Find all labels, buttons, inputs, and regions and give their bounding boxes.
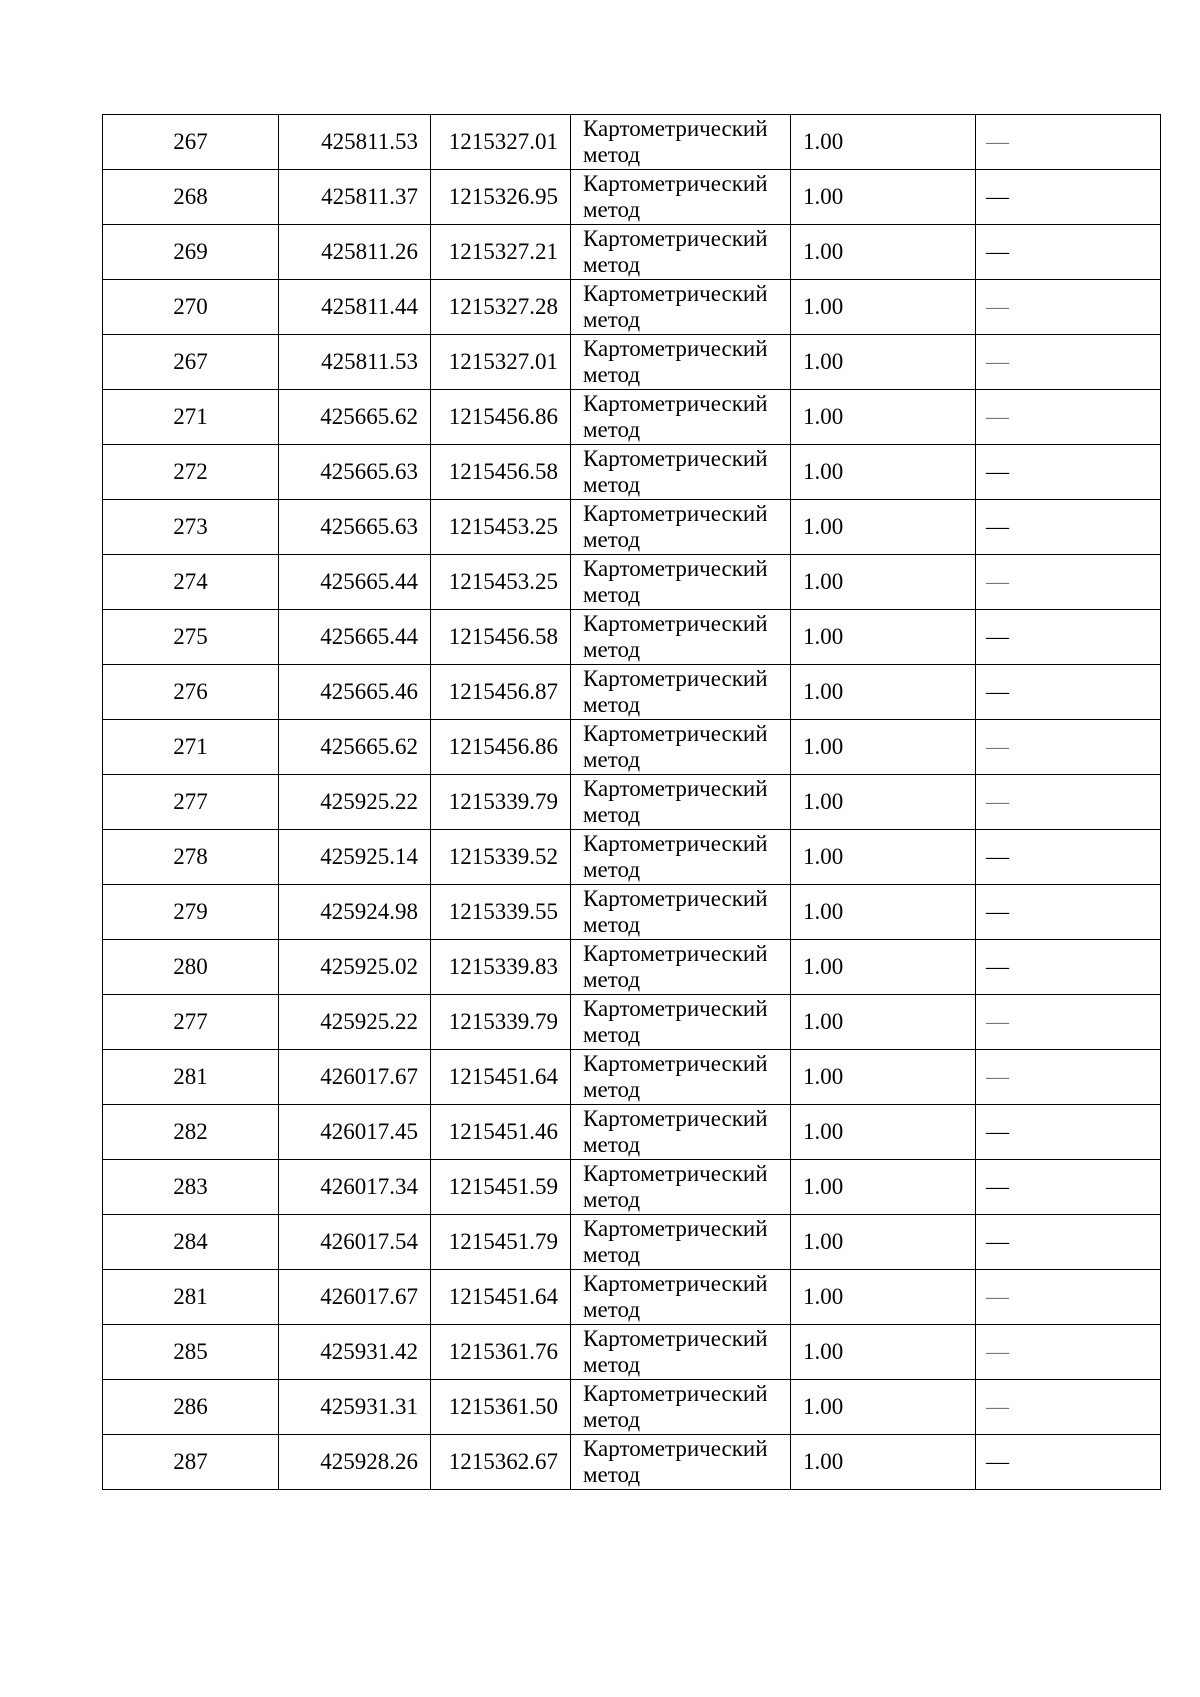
method-cell — [571, 1435, 791, 1490]
x-coordinate-cell: 425665.63 — [279, 445, 431, 500]
point-number-cell: 280 — [103, 940, 279, 995]
x-coordinate-cell: 425924.98 — [279, 885, 431, 940]
x-coordinate-cell: 425931.31 — [279, 1380, 431, 1435]
method-line-2: метод — [583, 802, 641, 827]
description-dash: — — [986, 844, 1009, 869]
method-line-1: Картометрический — [583, 116, 768, 141]
description-dash: — — [986, 239, 1009, 264]
x-coordinate-cell: 425665.62 — [279, 720, 431, 775]
description-cell — [976, 995, 1161, 1050]
method-line-2: метод — [583, 1187, 641, 1212]
method-cell — [571, 720, 791, 775]
description-cell — [976, 555, 1161, 610]
method-cell — [571, 225, 791, 280]
x-coordinate-cell: 425665.46 — [279, 665, 431, 720]
description-dash: — — [986, 569, 1009, 594]
point-number-cell: 275 — [103, 610, 279, 665]
point-number-cell: 282 — [103, 1105, 279, 1160]
table-row — [103, 995, 1161, 1050]
method-line-1: Картометрический — [583, 556, 768, 581]
point-number-cell: 281 — [103, 1270, 279, 1325]
point-number-cell: 273 — [103, 500, 279, 555]
accuracy-cell: 1.00 — [791, 1270, 976, 1325]
method-line-2: метод — [583, 857, 641, 882]
description-cell — [976, 665, 1161, 720]
description-dash: — — [986, 294, 1009, 319]
x-coordinate-cell: 425811.37 — [279, 170, 431, 225]
table-row — [103, 1380, 1161, 1435]
y-coordinate-cell: 1215327.01 — [431, 335, 571, 390]
table-row — [103, 445, 1161, 500]
method-line-2: метод — [583, 417, 641, 442]
point-number-cell: 277 — [103, 995, 279, 1050]
method-cell — [571, 940, 791, 995]
method-line-1: Картометрический — [583, 666, 768, 691]
x-coordinate-cell: 425925.14 — [279, 830, 431, 885]
description-cell — [976, 115, 1161, 170]
method-line-2: метод — [583, 637, 641, 662]
point-number-cell: 281 — [103, 1050, 279, 1105]
x-coordinate-cell: 425925.22 — [279, 995, 431, 1050]
y-coordinate-cell: 1215453.25 — [431, 555, 571, 610]
method-cell — [571, 610, 791, 665]
method-line-2: метод — [583, 307, 641, 332]
table-row — [103, 1160, 1161, 1215]
table-row — [103, 555, 1161, 610]
description-dash: — — [986, 1119, 1009, 1144]
accuracy-cell: 1.00 — [791, 940, 976, 995]
method-cell — [571, 280, 791, 335]
method-cell — [571, 1050, 791, 1105]
description-cell — [976, 1105, 1161, 1160]
x-coordinate-cell: 426017.67 — [279, 1050, 431, 1105]
table-row — [103, 115, 1161, 170]
method-line-1: Картометрический — [583, 1161, 768, 1186]
method-line-1: Картометрический — [583, 776, 768, 801]
y-coordinate-cell: 1215451.46 — [431, 1105, 571, 1160]
accuracy-cell: 1.00 — [791, 830, 976, 885]
method-line-1: Картометрический — [583, 391, 768, 416]
point-number-cell: 278 — [103, 830, 279, 885]
method-line-1: Картометрический — [583, 226, 768, 251]
method-cell — [571, 115, 791, 170]
description-dash: — — [986, 1284, 1009, 1309]
table-row — [103, 1325, 1161, 1380]
x-coordinate-cell: 426017.34 — [279, 1160, 431, 1215]
accuracy-cell: 1.00 — [791, 445, 976, 500]
table-row — [103, 1050, 1161, 1105]
description-dash: — — [986, 1174, 1009, 1199]
description-cell — [976, 280, 1161, 335]
method-cell — [571, 885, 791, 940]
description-cell — [976, 1215, 1161, 1270]
accuracy-cell: 1.00 — [791, 610, 976, 665]
x-coordinate-cell: 425811.26 — [279, 225, 431, 280]
method-line-2: метод — [583, 747, 641, 772]
description-dash: — — [986, 514, 1009, 539]
y-coordinate-cell: 1215339.55 — [431, 885, 571, 940]
point-number-cell: 272 — [103, 445, 279, 500]
y-coordinate-cell: 1215362.67 — [431, 1435, 571, 1490]
method-cell — [571, 555, 791, 610]
table-row — [103, 720, 1161, 775]
accuracy-cell: 1.00 — [791, 885, 976, 940]
x-coordinate-cell: 425925.02 — [279, 940, 431, 995]
accuracy-cell: 1.00 — [791, 280, 976, 335]
table-row — [103, 775, 1161, 830]
accuracy-cell: 1.00 — [791, 995, 976, 1050]
y-coordinate-cell: 1215361.50 — [431, 1380, 571, 1435]
method-line-2: метод — [583, 1077, 641, 1102]
point-number-cell: 283 — [103, 1160, 279, 1215]
method-cell — [571, 1105, 791, 1160]
y-coordinate-cell: 1215361.76 — [431, 1325, 571, 1380]
y-coordinate-cell: 1215451.64 — [431, 1050, 571, 1105]
accuracy-cell: 1.00 — [791, 555, 976, 610]
point-number-cell: 269 — [103, 225, 279, 280]
y-coordinate-cell: 1215456.87 — [431, 665, 571, 720]
description-cell — [976, 775, 1161, 830]
method-line-1: Картометрический — [583, 1106, 768, 1131]
table-row — [103, 830, 1161, 885]
table-row — [103, 610, 1161, 665]
y-coordinate-cell: 1215327.28 — [431, 280, 571, 335]
method-cell — [571, 1270, 791, 1325]
accuracy-cell: 1.00 — [791, 720, 976, 775]
method-line-2: метод — [583, 1022, 641, 1047]
y-coordinate-cell: 1215327.01 — [431, 115, 571, 170]
y-coordinate-cell: 1215339.52 — [431, 830, 571, 885]
description-dash: — — [986, 1449, 1009, 1474]
point-number-cell: 271 — [103, 390, 279, 445]
x-coordinate-cell: 425931.42 — [279, 1325, 431, 1380]
point-number-cell: 268 — [103, 170, 279, 225]
accuracy-cell: 1.00 — [791, 775, 976, 830]
accuracy-cell: 1.00 — [791, 115, 976, 170]
x-coordinate-cell: 426017.45 — [279, 1105, 431, 1160]
method-line-1: Картометрический — [583, 941, 768, 966]
table-row — [103, 940, 1161, 995]
y-coordinate-cell: 1215326.95 — [431, 170, 571, 225]
x-coordinate-cell: 425665.44 — [279, 610, 431, 665]
table-row — [103, 1270, 1161, 1325]
description-cell — [976, 445, 1161, 500]
table-row — [103, 225, 1161, 280]
description-cell — [976, 390, 1161, 445]
description-cell — [976, 885, 1161, 940]
description-cell — [976, 720, 1161, 775]
description-cell — [976, 170, 1161, 225]
method-cell — [571, 1380, 791, 1435]
description-cell — [976, 940, 1161, 995]
method-line-1: Картометрический — [583, 501, 768, 526]
description-dash: — — [986, 899, 1009, 924]
method-line-1: Картометрический — [583, 721, 768, 746]
description-dash: — — [986, 1064, 1009, 1089]
table-row — [103, 665, 1161, 720]
coordinates-table — [102, 114, 1161, 1490]
accuracy-cell: 1.00 — [791, 1105, 976, 1160]
description-cell — [976, 1325, 1161, 1380]
point-number-cell: 286 — [103, 1380, 279, 1435]
method-line-2: метод — [583, 1132, 641, 1157]
method-cell — [571, 995, 791, 1050]
y-coordinate-cell: 1215339.83 — [431, 940, 571, 995]
table-row — [103, 1215, 1161, 1270]
method-line-1: Картометрический — [583, 996, 768, 1021]
description-dash: — — [986, 734, 1009, 759]
method-line-2: метод — [583, 967, 641, 992]
point-number-cell: 279 — [103, 885, 279, 940]
method-cell — [571, 775, 791, 830]
accuracy-cell: 1.00 — [791, 1325, 976, 1380]
description-cell — [976, 335, 1161, 390]
y-coordinate-cell: 1215339.79 — [431, 995, 571, 1050]
description-dash: — — [986, 1229, 1009, 1254]
x-coordinate-cell: 425928.26 — [279, 1435, 431, 1490]
method-line-2: метод — [583, 362, 641, 387]
description-cell — [976, 1435, 1161, 1490]
method-line-1: Картометрический — [583, 1436, 768, 1461]
description-dash: — — [986, 404, 1009, 429]
accuracy-cell: 1.00 — [791, 170, 976, 225]
method-cell — [571, 1160, 791, 1215]
method-line-1: Картометрический — [583, 336, 768, 361]
method-cell — [571, 445, 791, 500]
method-cell — [571, 500, 791, 555]
table-row — [103, 500, 1161, 555]
accuracy-cell: 1.00 — [791, 390, 976, 445]
accuracy-cell: 1.00 — [791, 1050, 976, 1105]
method-line-2: метод — [583, 692, 641, 717]
description-dash: — — [986, 1339, 1009, 1364]
method-line-1: Картометрический — [583, 281, 768, 306]
y-coordinate-cell: 1215451.59 — [431, 1160, 571, 1215]
description-dash: — — [986, 679, 1009, 704]
accuracy-cell: 1.00 — [791, 1435, 976, 1490]
point-number-cell: 274 — [103, 555, 279, 610]
description-dash: — — [986, 624, 1009, 649]
description-dash: — — [986, 1394, 1009, 1419]
method-line-2: метод — [583, 142, 641, 167]
description-cell — [976, 1160, 1161, 1215]
description-cell — [976, 1270, 1161, 1325]
method-line-1: Картометрический — [583, 1051, 768, 1076]
method-line-2: метод — [583, 472, 641, 497]
point-number-cell: 276 — [103, 665, 279, 720]
y-coordinate-cell: 1215456.86 — [431, 720, 571, 775]
method-line-2: метод — [583, 1242, 641, 1267]
accuracy-cell: 1.00 — [791, 665, 976, 720]
table-row — [103, 335, 1161, 390]
description-cell — [976, 830, 1161, 885]
y-coordinate-cell: 1215327.21 — [431, 225, 571, 280]
method-line-1: Картометрический — [583, 1381, 768, 1406]
x-coordinate-cell: 425665.62 — [279, 390, 431, 445]
point-number-cell: 284 — [103, 1215, 279, 1270]
x-coordinate-cell: 425925.22 — [279, 775, 431, 830]
y-coordinate-cell: 1215453.25 — [431, 500, 571, 555]
method-line-2: метод — [583, 1297, 641, 1322]
table-row — [103, 280, 1161, 335]
table-row — [103, 1435, 1161, 1490]
method-line-1: Картометрический — [583, 171, 768, 196]
table-row — [103, 885, 1161, 940]
point-number-cell: 287 — [103, 1435, 279, 1490]
accuracy-cell: 1.00 — [791, 1160, 976, 1215]
description-dash: — — [986, 789, 1009, 814]
x-coordinate-cell: 425811.53 — [279, 115, 431, 170]
method-cell — [571, 335, 791, 390]
accuracy-cell: 1.00 — [791, 500, 976, 555]
description-cell — [976, 610, 1161, 665]
y-coordinate-cell: 1215456.86 — [431, 390, 571, 445]
description-dash: — — [986, 129, 1009, 154]
coordinates-table-body — [103, 115, 1161, 1490]
y-coordinate-cell: 1215456.58 — [431, 610, 571, 665]
table-row — [103, 1105, 1161, 1160]
description-dash: — — [986, 349, 1009, 374]
y-coordinate-cell: 1215451.79 — [431, 1215, 571, 1270]
method-line-2: метод — [583, 197, 641, 222]
method-line-2: метод — [583, 1352, 641, 1377]
x-coordinate-cell: 425665.44 — [279, 555, 431, 610]
y-coordinate-cell: 1215339.79 — [431, 775, 571, 830]
method-line-1: Картометрический — [583, 886, 768, 911]
accuracy-cell: 1.00 — [791, 335, 976, 390]
description-dash: — — [986, 184, 1009, 209]
point-number-cell: 277 — [103, 775, 279, 830]
y-coordinate-cell: 1215456.58 — [431, 445, 571, 500]
point-number-cell: 271 — [103, 720, 279, 775]
description-cell — [976, 500, 1161, 555]
description-cell — [976, 1380, 1161, 1435]
table-row — [103, 390, 1161, 445]
accuracy-cell: 1.00 — [791, 1380, 976, 1435]
description-dash: — — [986, 459, 1009, 484]
point-number-cell: 267 — [103, 115, 279, 170]
method-line-1: Картометрический — [583, 446, 768, 471]
method-line-1: Картометрический — [583, 1216, 768, 1241]
method-line-2: метод — [583, 252, 641, 277]
x-coordinate-cell: 425811.53 — [279, 335, 431, 390]
table-row — [103, 170, 1161, 225]
x-coordinate-cell: 426017.67 — [279, 1270, 431, 1325]
point-number-cell: 267 — [103, 335, 279, 390]
method-line-1: Картометрический — [583, 831, 768, 856]
method-line-1: Картометрический — [583, 1271, 768, 1296]
method-cell — [571, 830, 791, 885]
x-coordinate-cell: 426017.54 — [279, 1215, 431, 1270]
point-number-cell: 285 — [103, 1325, 279, 1380]
method-line-2: метод — [583, 582, 641, 607]
method-line-2: метод — [583, 527, 641, 552]
description-dash: — — [986, 1009, 1009, 1034]
y-coordinate-cell: 1215451.64 — [431, 1270, 571, 1325]
method-cell — [571, 1325, 791, 1380]
method-line-1: Картометрический — [583, 611, 768, 636]
point-number-cell: 270 — [103, 280, 279, 335]
method-line-2: метод — [583, 1407, 641, 1432]
description-cell — [976, 1050, 1161, 1105]
accuracy-cell: 1.00 — [791, 1215, 976, 1270]
method-line-1: Картометрический — [583, 1326, 768, 1351]
method-cell — [571, 1215, 791, 1270]
method-cell — [571, 390, 791, 445]
method-line-2: метод — [583, 912, 641, 937]
x-coordinate-cell: 425665.63 — [279, 500, 431, 555]
description-dash: — — [986, 954, 1009, 979]
description-cell — [976, 225, 1161, 280]
accuracy-cell: 1.00 — [791, 225, 976, 280]
method-cell — [571, 170, 791, 225]
method-line-2: метод — [583, 1462, 641, 1487]
x-coordinate-cell: 425811.44 — [279, 280, 431, 335]
method-cell — [571, 665, 791, 720]
